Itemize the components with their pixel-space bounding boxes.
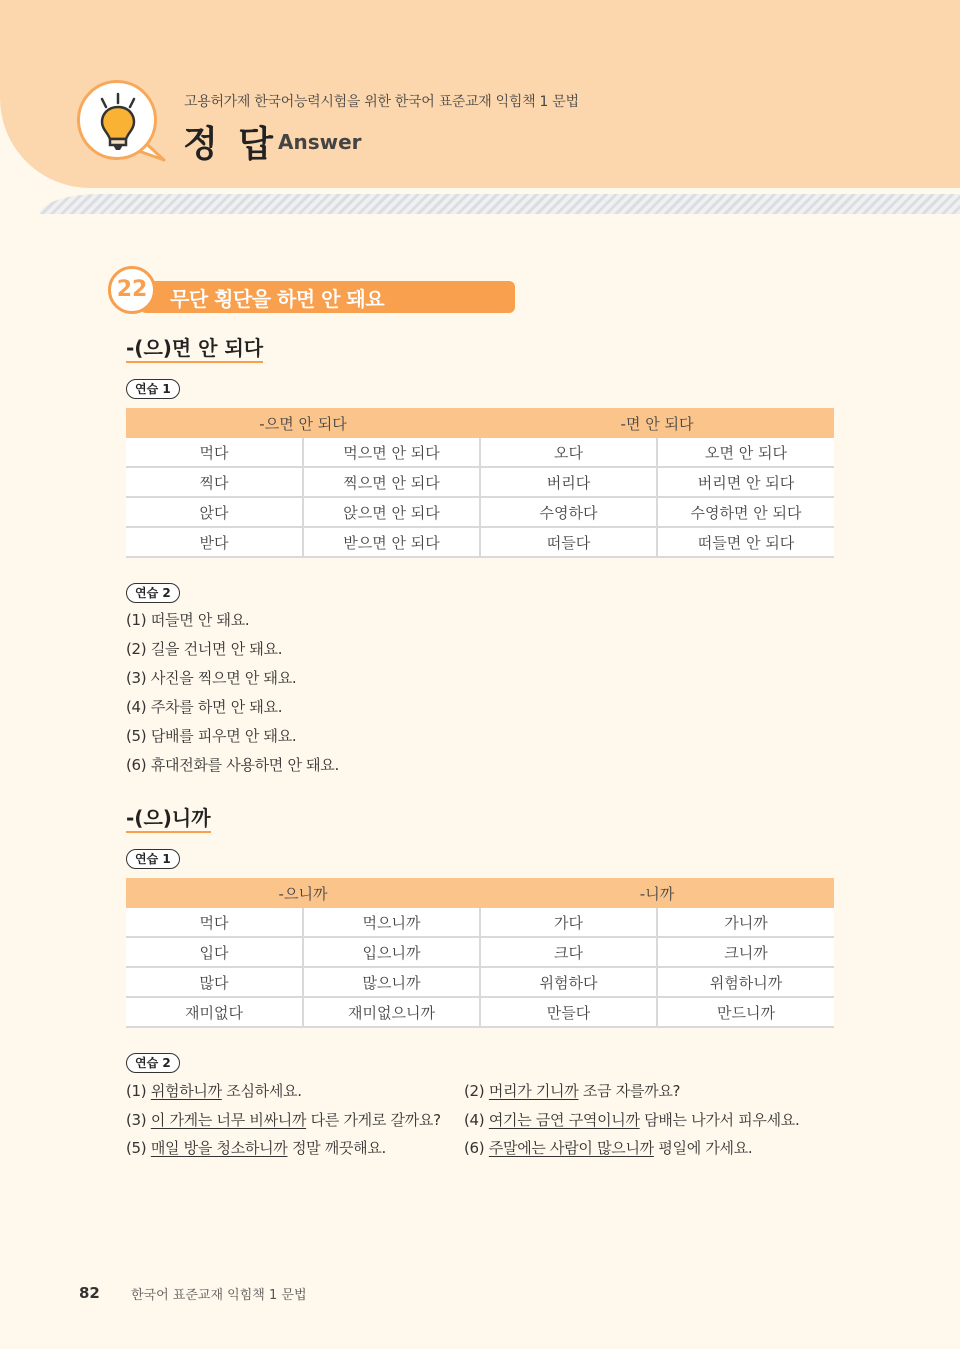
table-cell: 찍다: [126, 467, 303, 497]
list-item: [464, 1138, 752, 1158]
table-header-left: -으면 안 되다: [126, 408, 480, 438]
table-cell: 수영하면 안 되다: [657, 497, 834, 527]
table-cell: 먹으니까: [303, 908, 480, 937]
conjugation-table-2: [126, 878, 834, 1028]
list-item: [126, 1110, 441, 1130]
list-item: (6) 휴대전화를 사용하면 안 돼요.: [126, 756, 339, 774]
page-title: 정 답: [183, 124, 278, 165]
table-cell: 입다: [126, 937, 303, 967]
practice-badge-1-2: 연습 2: [126, 583, 180, 603]
answer-number: (4): [464, 1111, 485, 1129]
table-cell: 많으니까: [303, 967, 480, 997]
table-row: [126, 967, 834, 997]
grammar-heading-2: -(으)니까: [126, 806, 211, 833]
table-header-right: -면 안 되다: [480, 408, 834, 438]
table-cell: 수영하다: [480, 497, 657, 527]
table-cell: 오다: [480, 438, 657, 467]
answer-rest: 조금 자를까요?: [578, 1082, 681, 1100]
table-cell: 재미없으니까: [303, 997, 480, 1027]
table-row: [126, 937, 834, 967]
footer-book-title: 한국어 표준교재 익힘책 1 문법: [131, 1288, 307, 1303]
table-cell: 재미없다: [126, 997, 303, 1027]
table-cell: 만들다: [480, 997, 657, 1027]
list-item: [464, 1081, 680, 1101]
answer-rest: 조심하세요.: [221, 1082, 302, 1100]
table-cell: 먹다: [126, 908, 303, 937]
lesson-title: 무단 횡단을 하면 안 돼요: [170, 287, 385, 311]
table-row: [126, 527, 834, 557]
lightbulb-badge: [77, 80, 157, 160]
table-cell: 받다: [126, 527, 303, 557]
answer-underlined: 매일 방을 청소하니까: [150, 1139, 288, 1157]
answer-rest: 다른 가게로 갈까요?: [306, 1111, 441, 1129]
table-cell: 버리면 안 되다: [657, 467, 834, 497]
lightbulb-icon: [88, 89, 148, 153]
table-header-row: [126, 878, 834, 908]
answer-number: (1): [126, 1082, 147, 1100]
table-cell: 먹으면 안 되다: [303, 438, 480, 467]
table-cell: 크다: [480, 937, 657, 967]
lesson-number-badge: 22: [108, 266, 156, 314]
table-cell: 먹다: [126, 438, 303, 467]
table-cell: 오면 안 되다: [657, 438, 834, 467]
conjugation-table-1: [126, 408, 834, 558]
table-cell: 찍으면 안 되다: [303, 467, 480, 497]
answer-underlined: 이 가게는 너무 비싸니까: [150, 1111, 307, 1129]
page-title-english: Answer: [278, 130, 362, 154]
table-row: [126, 467, 834, 497]
table-cell: 위험하니까: [657, 967, 834, 997]
grammar-heading-1: -(으)면 안 되다: [126, 336, 263, 363]
answer-number: (3): [126, 1111, 147, 1129]
table-row: [126, 997, 834, 1027]
answer-number: (2): [464, 1082, 485, 1100]
practice-badge-2-2: 연습 2: [126, 1053, 180, 1073]
table-cell: 앉으면 안 되다: [303, 497, 480, 527]
table-row: [126, 497, 834, 527]
answer-underlined: 주말에는 사람이 많으니까: [488, 1139, 654, 1157]
table-cell: 크니까: [657, 937, 834, 967]
list-item: [126, 1138, 386, 1158]
list-item: (3) 사진을 찍으면 안 돼요.: [126, 669, 297, 687]
table-cell: 입으니까: [303, 937, 480, 967]
answer-underlined: 머리가 기니까: [488, 1082, 579, 1100]
table-cell: 많다: [126, 967, 303, 997]
list-item: (2) 길을 건너면 안 돼요.: [126, 640, 283, 658]
answer-number: (5): [126, 1139, 147, 1157]
table-header-right: -니까: [480, 878, 834, 908]
answer-underlined: 위험하니까: [150, 1082, 222, 1100]
page-number: 82: [79, 1284, 100, 1302]
list-item: (5) 담배를 피우면 안 돼요.: [126, 727, 297, 745]
table-cell: 위험하다: [480, 967, 657, 997]
table-cell: 가다: [480, 908, 657, 937]
list-item: [464, 1110, 799, 1130]
table-cell: 받으면 안 되다: [303, 527, 480, 557]
list-item: (4) 주차를 하면 안 돼요.: [126, 698, 283, 716]
list-item: (1) 떠들면 안 돼요.: [126, 611, 250, 629]
table-cell: 만드니까: [657, 997, 834, 1027]
table-header-left: -으니까: [126, 878, 480, 908]
answer-rest: 평일에 가세요.: [653, 1139, 753, 1157]
table-cell: 가니까: [657, 908, 834, 937]
table-header-row: [126, 408, 834, 438]
series-title: 고용허가제 한국어능력시험을 위한 한국어 표준교재 익힘책 1 문법: [184, 94, 579, 110]
practice-badge-2-1: 연습 1: [126, 849, 180, 869]
table-cell: 앉다: [126, 497, 303, 527]
table-row: [126, 908, 834, 937]
table-row: [126, 438, 834, 467]
answer-rest: 정말 깨끗해요.: [287, 1139, 387, 1157]
answer-underlined: 여기는 금연 구역이니까: [488, 1111, 640, 1129]
header-hatch-stripe: [40, 194, 960, 214]
table-cell: 버리다: [480, 467, 657, 497]
answer-number: (6): [464, 1139, 485, 1157]
list-item: [126, 1081, 302, 1101]
table-cell: 떠들면 안 되다: [657, 527, 834, 557]
answer-rest: 담배는 나가서 피우세요.: [639, 1111, 800, 1129]
table-cell: 떠들다: [480, 527, 657, 557]
practice-badge-1-1: 연습 1: [126, 379, 180, 399]
answer-list-1: [126, 606, 339, 780]
